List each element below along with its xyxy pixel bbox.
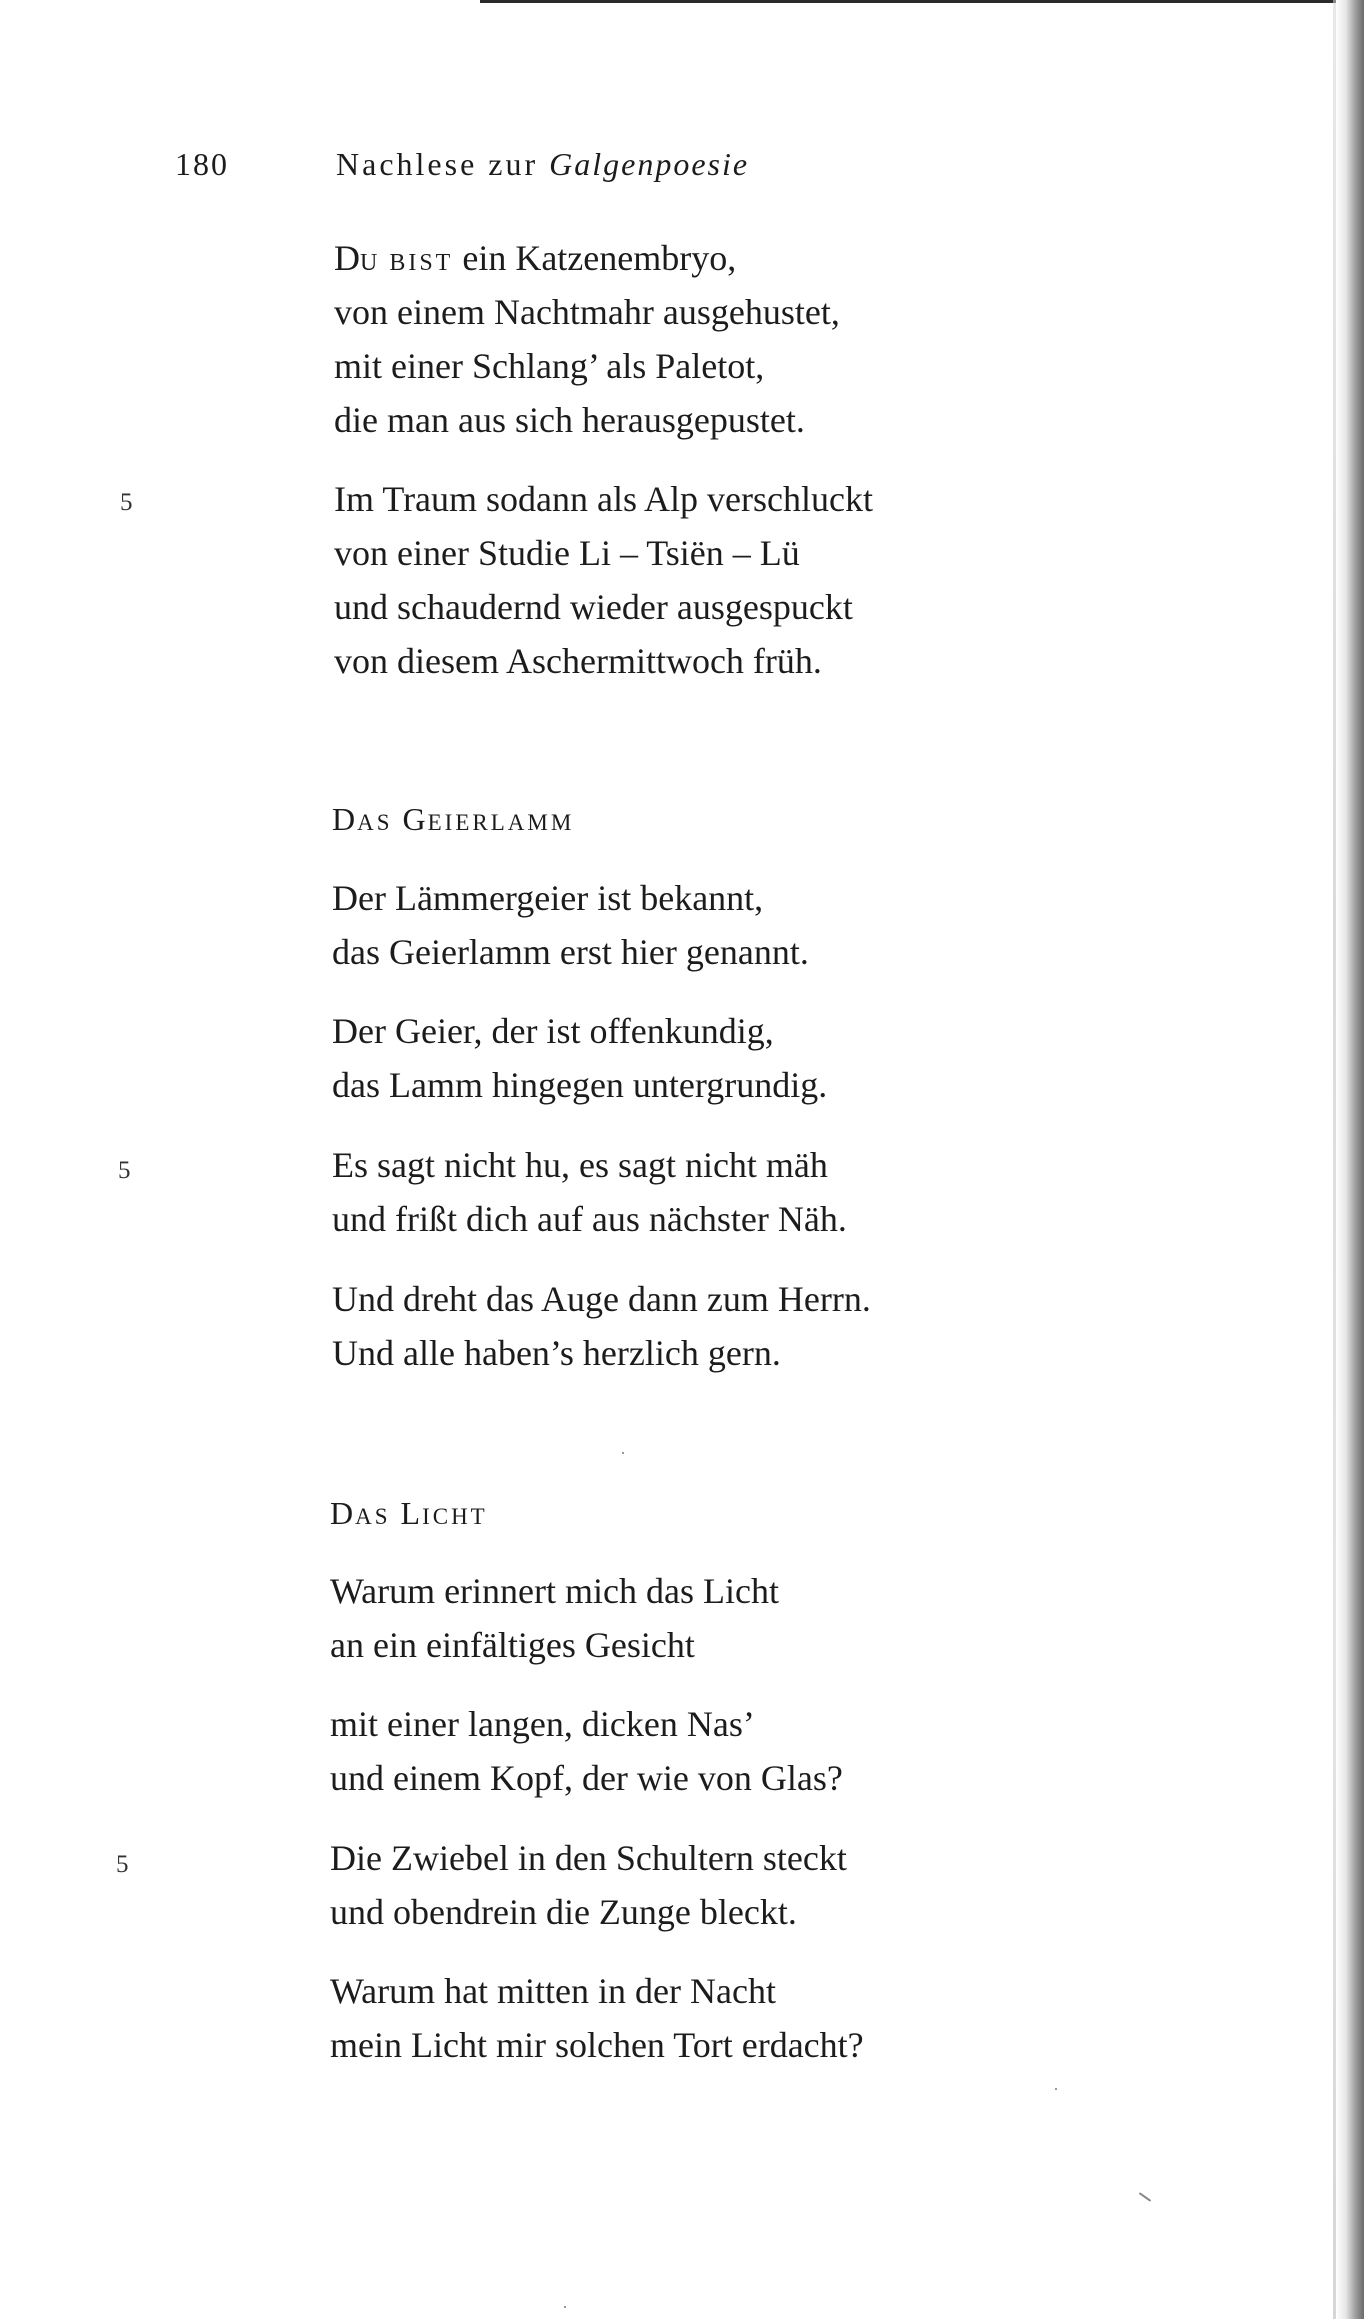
- top-edge-rule: [480, 0, 1364, 3]
- poem2-title-cap-1: D: [332, 801, 358, 837]
- running-head-text: Nachlese zur: [336, 146, 539, 182]
- scan-speck: [564, 2306, 566, 2308]
- poem1-line-6: von einer Studie Li – Tsiën – Lü: [334, 533, 800, 573]
- poem3-line-5: Die Zwiebel in den Schultern steckt: [330, 1838, 847, 1878]
- poem2-title-sc-1: AS: [357, 810, 393, 835]
- poem3-line-1: Warum erinnert mich das Licht: [330, 1571, 779, 1611]
- poem1-line-7: und schaudernd wieder ausgespuckt: [334, 587, 853, 627]
- poem1-line-5: Im Traum sodann als Alp verschluckt: [334, 479, 873, 519]
- poem3-title: [330, 1497, 488, 1529]
- poem1-line-8: von diesem Aschermittwoch früh.: [334, 641, 822, 681]
- poem2-line-7: Und dreht das Auge dann zum Herrn.: [332, 1279, 871, 1319]
- poem3-line-8: mein Licht mir solchen Tort erdacht?: [330, 2025, 864, 2065]
- book-spine-edge: [1336, 0, 1364, 2319]
- poem1-line-2: von einem Nachtmahr ausgehustet,: [334, 292, 840, 332]
- running-head-italic: Galgenpoesie: [549, 146, 750, 182]
- poem3-title-cap-1: D: [330, 1495, 356, 1531]
- poem2-title: [332, 803, 574, 835]
- poem3-title-sc-1: AS: [355, 1504, 391, 1529]
- poem1-initial-cap: D: [334, 238, 360, 278]
- poem2-line-2: das Geierlamm erst hier genannt.: [332, 932, 809, 972]
- poem1-line-1: [334, 240, 736, 276]
- poem2-line-4: das Lamm hingegen untergrundig.: [332, 1065, 828, 1105]
- poem2-line-number: 5: [118, 1157, 131, 1184]
- poem3-line-number: 5: [116, 1851, 129, 1878]
- scan-speck: [622, 1452, 624, 1454]
- poem2-line-8: Und alle haben’s herzlich gern.: [332, 1333, 781, 1373]
- poem2-line-5: Es sagt nicht hu, es sagt nicht mäh: [332, 1145, 828, 1185]
- poem3-title-cap-2: L: [400, 1495, 423, 1531]
- poem2-line-1: Der Lämmergeier ist bekannt,: [332, 878, 764, 918]
- poem3-line-2: an ein einfältiges Gesicht: [330, 1625, 695, 1665]
- poem3-line-7: Warum hat mitten in der Nacht: [330, 1971, 776, 2011]
- poem1-line-3: mit einer Schlang’ als Paletot,: [334, 346, 765, 386]
- scan-speck: [1055, 2088, 1057, 2090]
- poem3-title-sc-2: ICHT: [422, 1504, 488, 1529]
- scan-speck: [1139, 2192, 1152, 2202]
- poem1-smallcaps: U BIST: [360, 250, 454, 276]
- poem1-line-number: 5: [120, 489, 133, 516]
- page-number: 180: [175, 146, 229, 182]
- poem2-title-sc-2: EIERLAMM: [427, 810, 575, 835]
- poem2-line-3: Der Geier, der ist offenkundig,: [332, 1011, 774, 1051]
- poem3-line-6: und obendrein die Zunge bleckt.: [330, 1892, 797, 1932]
- running-head: [336, 146, 749, 183]
- poem1-first-line-rest: ein Katzenembryo,: [453, 238, 737, 278]
- poem2-title-cap-2: G: [402, 801, 428, 837]
- poem3-line-4: und einem Kopf, der wie von Glas?: [330, 1758, 843, 1798]
- poem2-line-6: und frißt dich auf aus nächster Näh.: [332, 1199, 847, 1239]
- poem3-line-3: mit einer langen, dicken Nas’: [330, 1704, 755, 1744]
- poem1-line-4: die man aus sich herausgepustet.: [334, 400, 805, 440]
